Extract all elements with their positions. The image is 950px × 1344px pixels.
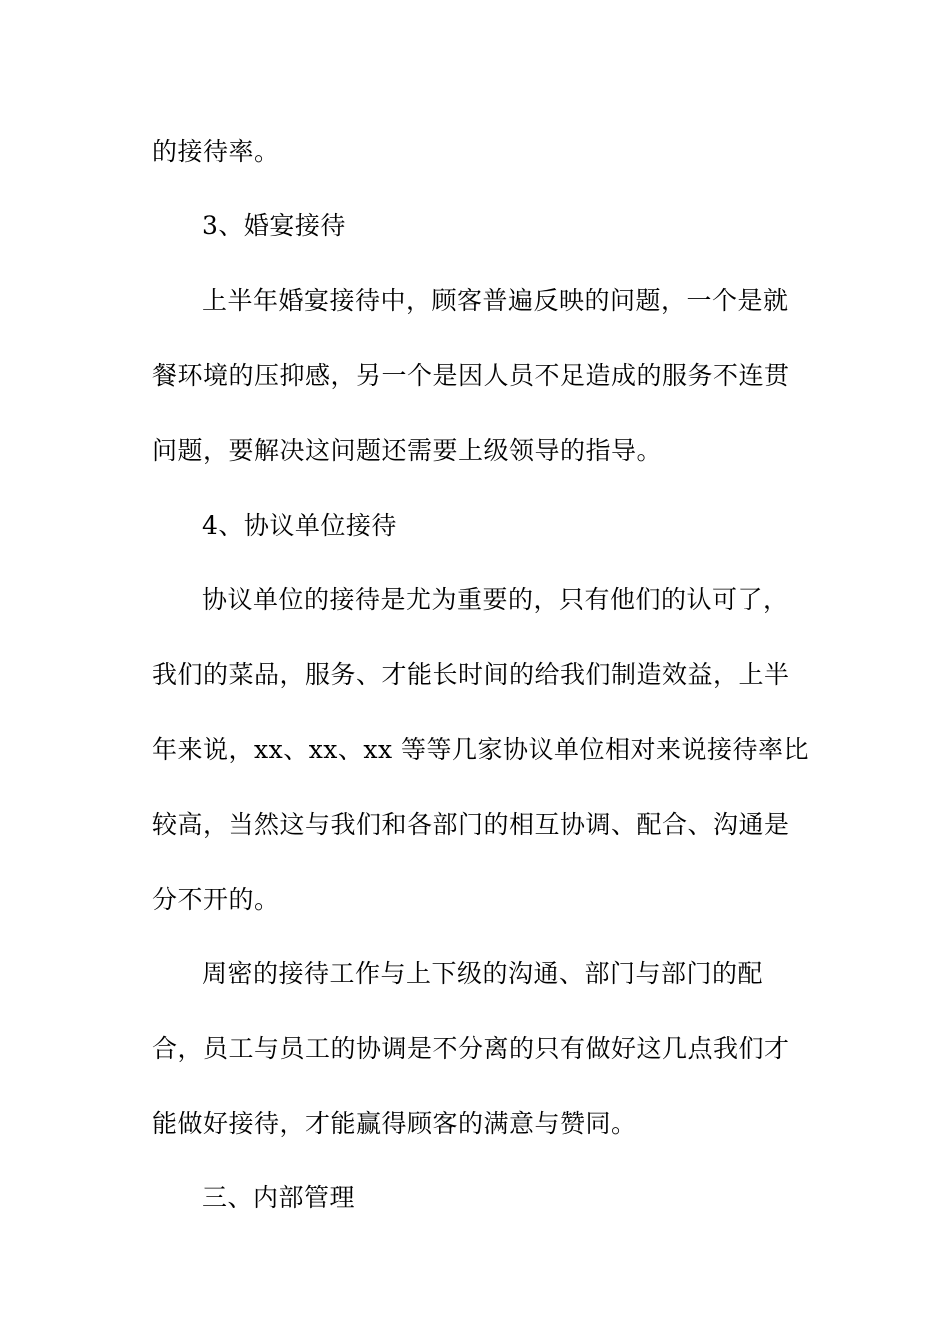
body-text-line: 较高，当然这与我们和各部门的相互协调、配合、沟通是 — [152, 810, 790, 839]
body-text-line: 的接待率。 — [152, 137, 280, 166]
body-text-line: 分不开的。 — [152, 885, 280, 914]
body-text-line: 问题，要解决这问题还需要上级领导的指导。 — [152, 436, 663, 465]
body-text-line: 年来说，xx、xx、xx 等等几家协议单位相对来说接待率比 — [152, 735, 810, 764]
section-heading: 4、协议单位接待 — [202, 511, 397, 540]
section-heading: 三、内部管理 — [202, 1183, 356, 1212]
body-text-line: 周密的接待工作与上下级的沟通、部门与部门的配 — [202, 959, 764, 988]
body-text-line: 能做好接待，才能赢得顾客的满意与赞同。 — [152, 1109, 637, 1138]
body-text-line: 合，员工与员工的协调是不分离的只有做好这几点我们才 — [152, 1034, 790, 1063]
body-text-line: 我们的菜品，服务、才能长时间的给我们制造效益，上半 — [152, 660, 790, 689]
body-text-line: 协议单位的接待是尤为重要的，只有他们的认可了， — [202, 585, 789, 614]
section-heading: 3、婚宴接待 — [202, 211, 346, 240]
body-text-line: 餐环境的压抑感，另一个是因人员不足造成的服务不连贯 — [152, 361, 790, 390]
body-text-line: 上半年婚宴接待中，顾客普遍反映的问题，一个是就 — [202, 286, 789, 315]
